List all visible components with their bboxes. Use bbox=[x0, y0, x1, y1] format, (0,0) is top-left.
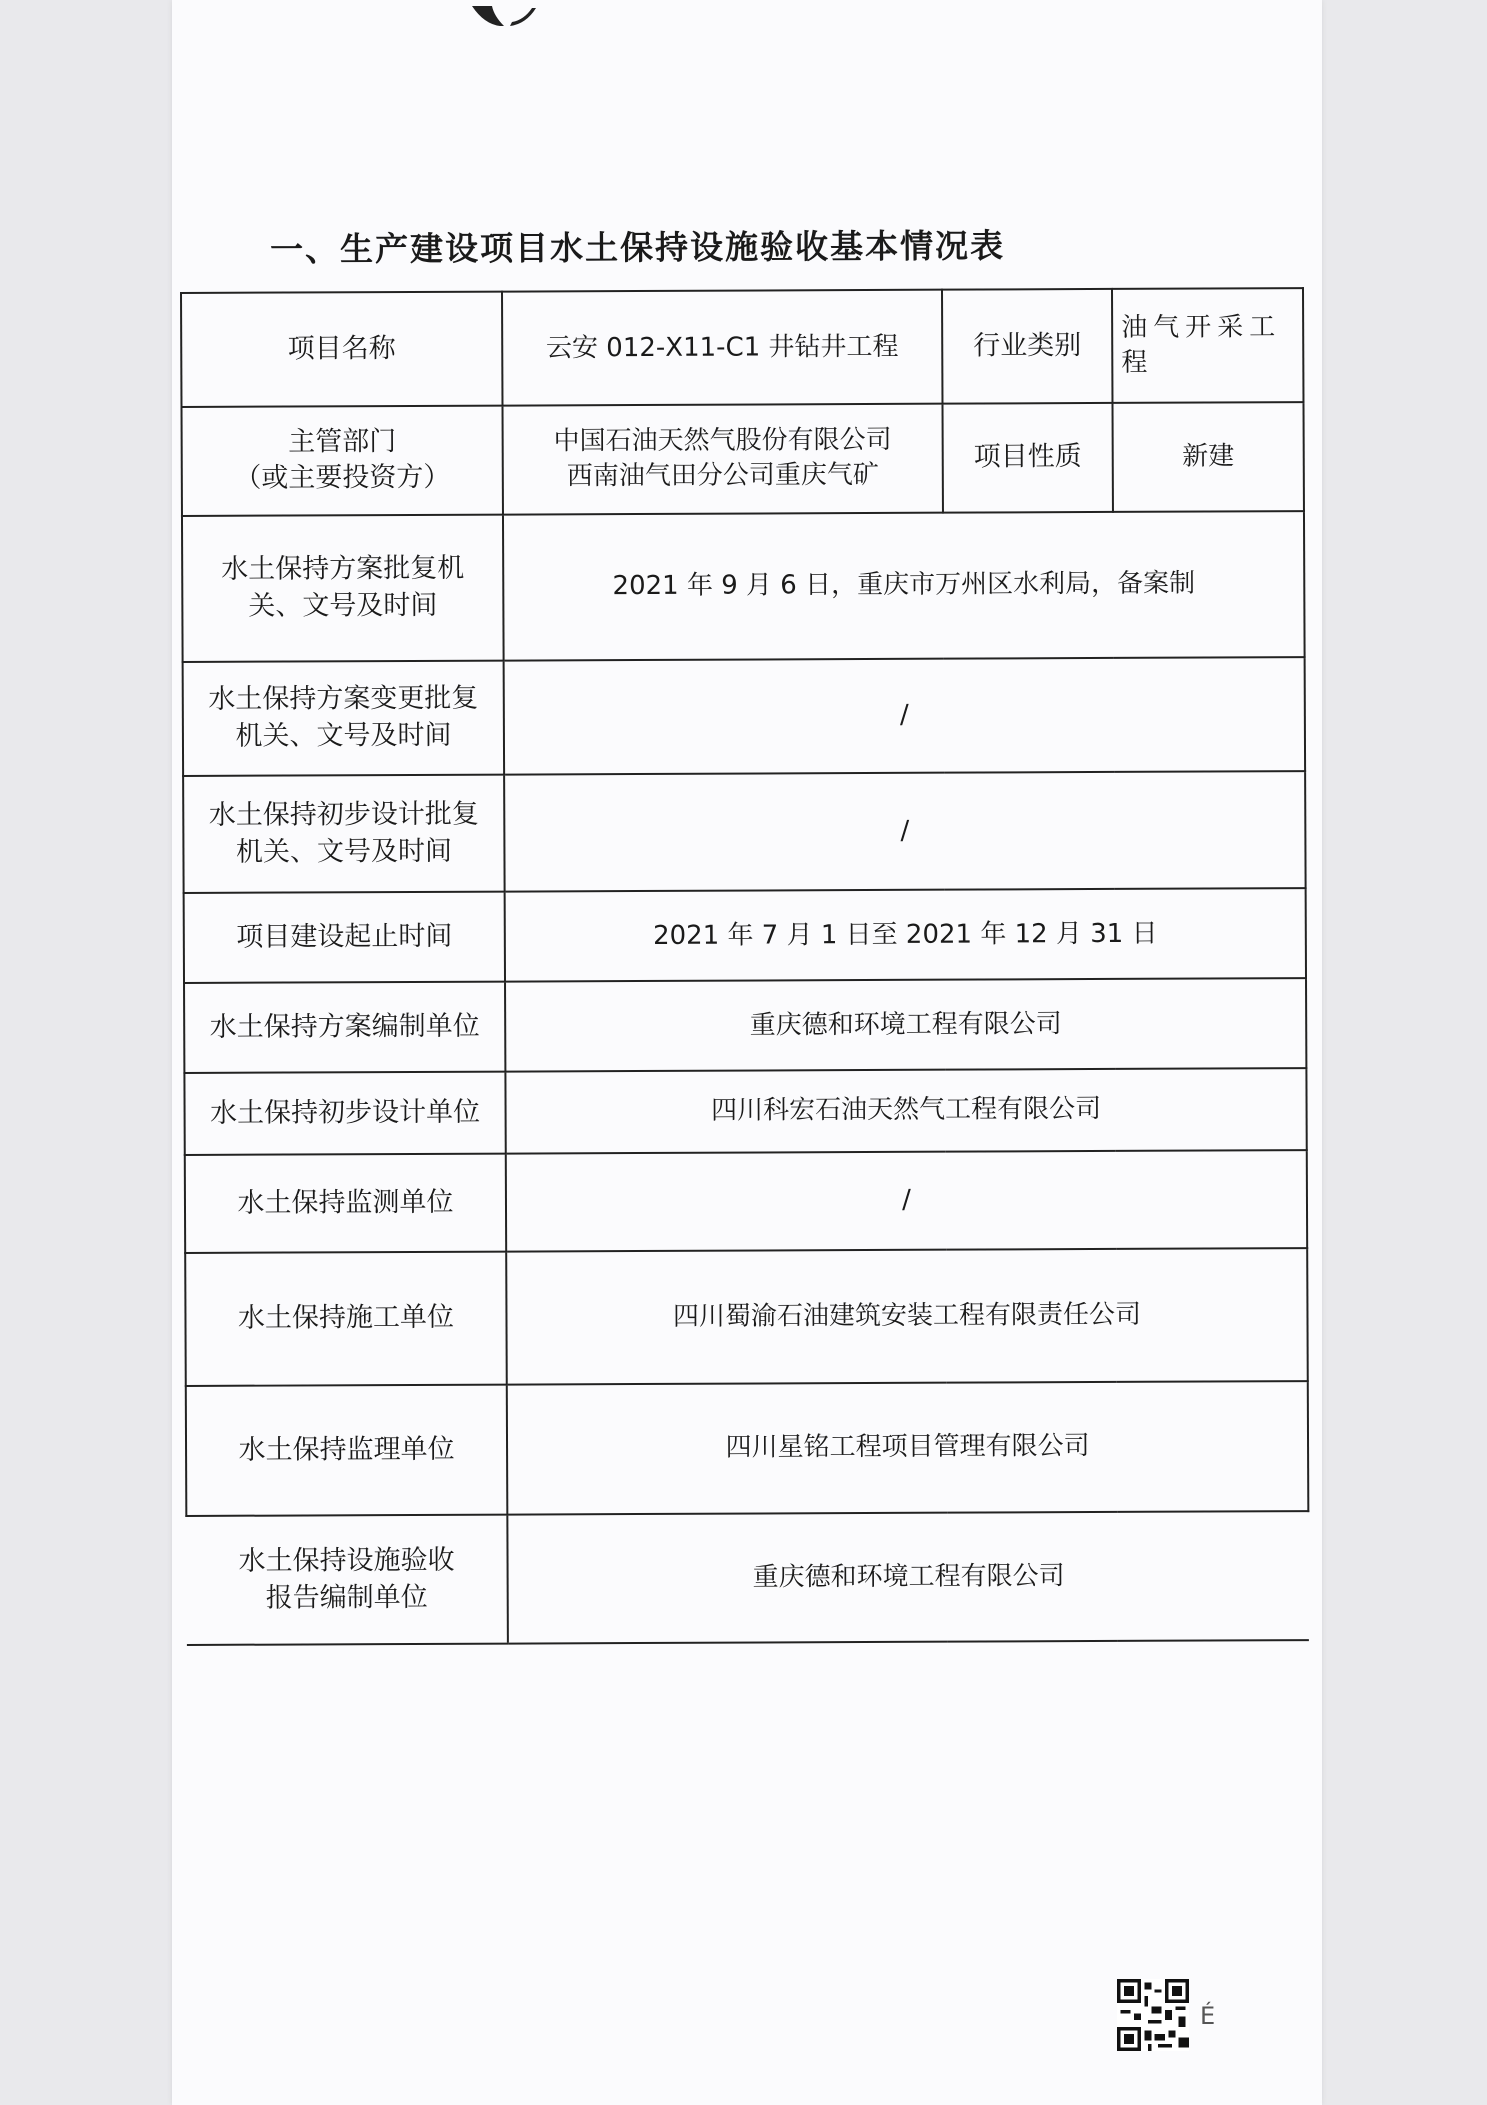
footer-glyph: É bbox=[1200, 2002, 1216, 2030]
table-row bbox=[184, 888, 1306, 983]
nature-value: 新建 bbox=[1112, 402, 1303, 511]
row-value: 四川蜀渝石油建筑安装工程有限责任公司 bbox=[506, 1248, 1308, 1384]
nature-label: 项目性质 bbox=[942, 403, 1112, 512]
table-row bbox=[184, 1068, 1306, 1155]
row-value: 2021 年 7 月 1 日至 2021 年 12 月 31 日 bbox=[505, 888, 1306, 981]
project-name-label: 项目名称 bbox=[181, 292, 502, 408]
acceptance-info-table bbox=[180, 287, 1310, 1646]
table-row bbox=[183, 657, 1305, 776]
row-value: 重庆德和环境工程有限公司 bbox=[505, 978, 1306, 1071]
table-row bbox=[184, 978, 1306, 1073]
qr-code-icon bbox=[1117, 1979, 1189, 2051]
table-row bbox=[181, 288, 1303, 407]
table-row bbox=[186, 1511, 1309, 1645]
row-value: / bbox=[506, 1150, 1307, 1252]
row-label: 水土保持方案批复机 关、文号及时间 bbox=[182, 514, 504, 661]
row-value: 重庆德和环境工程有限公司 bbox=[507, 1511, 1309, 1643]
row-label: 水土保持施工单位 bbox=[185, 1251, 507, 1385]
industry-label: 行业类别 bbox=[942, 289, 1112, 404]
row-label: 水土保持监测单位 bbox=[185, 1153, 506, 1252]
row-label: 水土保持初步设计批复 机关、文号及时间 bbox=[183, 775, 505, 894]
row-label: 项目建设起止时间 bbox=[184, 892, 505, 983]
table-row bbox=[182, 402, 1304, 515]
binding-mark-icon bbox=[470, 4, 540, 30]
dept-value: 中国石油天然气股份有限公司 西南油气田分公司重庆气矿 bbox=[503, 404, 943, 514]
row-label: 水土保持方案编制单位 bbox=[184, 982, 505, 1073]
row-value: / bbox=[504, 657, 1305, 775]
row-value: 四川科宏石油天然气工程有限公司 bbox=[505, 1068, 1306, 1153]
industry-value: 油气开采工程 bbox=[1112, 288, 1303, 403]
dept-label: 主管部门 （或主要投资方） bbox=[182, 406, 503, 516]
table-row bbox=[185, 1248, 1308, 1386]
row-label: 水土保持监理单位 bbox=[186, 1384, 508, 1516]
table-row bbox=[183, 771, 1306, 893]
row-label: 水土保持方案变更批复 机关、文号及时间 bbox=[183, 660, 504, 776]
row-label: 水土保持初步设计单位 bbox=[184, 1072, 505, 1155]
page-title: 一、生产建设项目水土保持设施验收基本情况表 bbox=[269, 226, 1006, 269]
row-value: 四川星铭工程项目管理有限公司 bbox=[507, 1381, 1309, 1515]
row-value: 2021 年 9 月 6 日，重庆市万州区水利局，备案制 bbox=[503, 511, 1305, 661]
row-label: 水土保持设施验收 报告编制单位 bbox=[186, 1515, 508, 1645]
table-row bbox=[185, 1150, 1307, 1253]
project-name-value: 云安 012-X11-C1 井钻井工程 bbox=[502, 290, 942, 406]
table-row bbox=[186, 1381, 1309, 1517]
table-row bbox=[182, 511, 1305, 662]
row-value: / bbox=[504, 771, 1306, 892]
